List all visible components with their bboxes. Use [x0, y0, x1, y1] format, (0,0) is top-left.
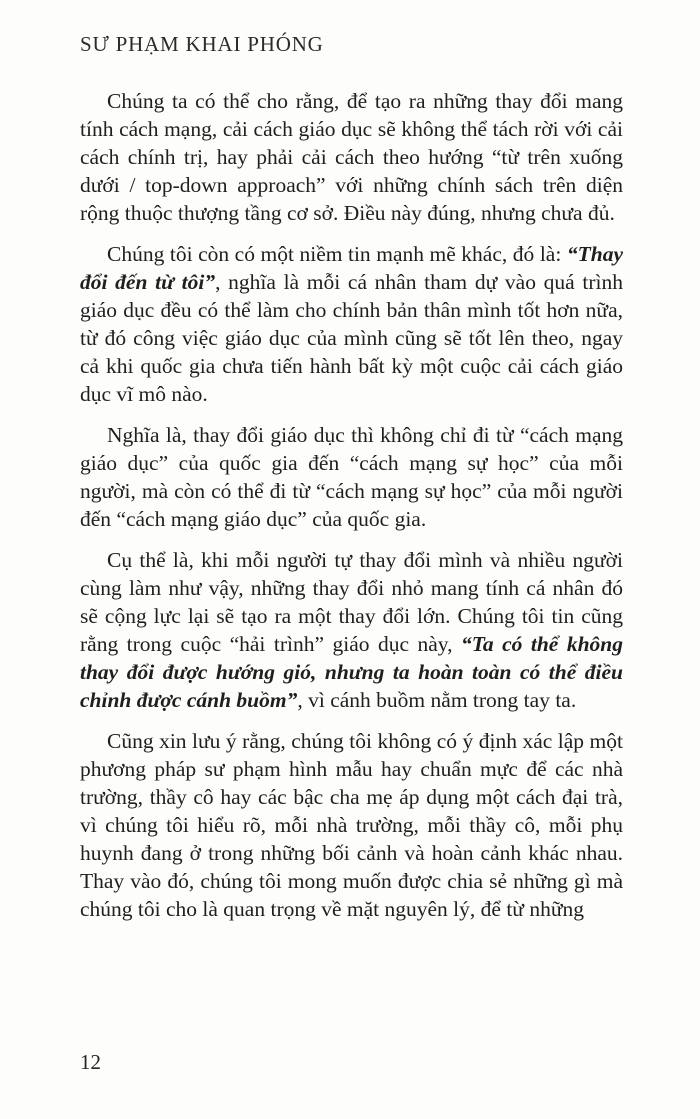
body-text: Cụ thể là, khi mỗi người tự thay đổi mình và nhiều người cùng làm như vậy, những thay đổi nhỏ mang tính cá nhân đó sẽ cộng lực lại sẽ tạo ra một thay đổi lớn. Chúng tôi tin cũng rằng trong cuộc “hải trình” giáo dục này,: [80, 548, 623, 656]
paragraph-4: [80, 546, 623, 714]
running-header: SƯ PHẠM KHAI PHÓNG: [80, 32, 324, 56]
body-text: Chúng tôi còn có một niềm tin mạnh mẽ khác, đó là:: [107, 242, 567, 266]
paragraph-5: [80, 727, 623, 923]
emphasized-quote: “Thay đổi đến từ tôi”: [80, 242, 623, 294]
body-text: Cũng xin lưu ý rằng, chúng tôi không có ý định xác lập một phương pháp sư phạm hình mẫu hay chuẩn mực để các nhà trường, thầy cô hay các bậc cha mẹ áp dụng một cách đại trà, vì chúng tôi hiểu rõ, mỗi nhà trường, mỗi thầy cô, mỗi phụ huynh đang ở trong những bối cảnh và hoàn cảnh khác nhau. Thay vào đó, chúng tôi mong muốn được chia sẻ những gì mà chúng tôi cho là quan trọng về mặt nguyên lý, để từ những: [80, 729, 623, 921]
paragraph-1: [80, 87, 623, 227]
paragraph-3: [80, 421, 623, 533]
body-text: Nghĩa là, thay đổi giáo dục thì không chỉ đi từ “cách mạng giáo dục” của quốc gia đến “cách mạng sự học” của mỗi người, mà còn có thể đi từ “cách mạng sự học” của mỗi người đến “cách mạng giáo dục” của quốc gia.: [80, 423, 623, 531]
body-text: , vì cánh buồm nằm trong tay ta.: [297, 688, 577, 712]
page-body: [80, 87, 623, 923]
paragraph-2: [80, 240, 623, 408]
body-text: , nghĩa là mỗi cá nhân tham dự vào quá trình giáo dục đều có thể làm cho chính bản thân mình tốt hơn nữa, từ đó công việc giáo dục của mình cũng sẽ tốt lên theo, ngay cả khi quốc gia chưa tiến hành bất kỳ một cuộc cải cách giáo dục vĩ mô nào.: [80, 270, 623, 406]
emphasized-quote: “Ta có thể không thay đổi được hướng gió, nhưng ta hoàn toàn có thể điều chỉnh được cánh buồm”: [80, 632, 623, 712]
page-number: 12: [80, 1050, 101, 1074]
body-text: Chúng ta có thể cho rằng, để tạo ra những thay đổi mang tính cách mạng, cải cách giáo dục sẽ không thể tách rời với cải cách chính trị, hay phải cải cách theo hướng “từ trên xuống dưới / top-down approach” với những chính sách trên diện rộng thuộc thượng tầng cơ sở. Điều này đúng, nhưng chưa đủ.: [80, 89, 623, 225]
